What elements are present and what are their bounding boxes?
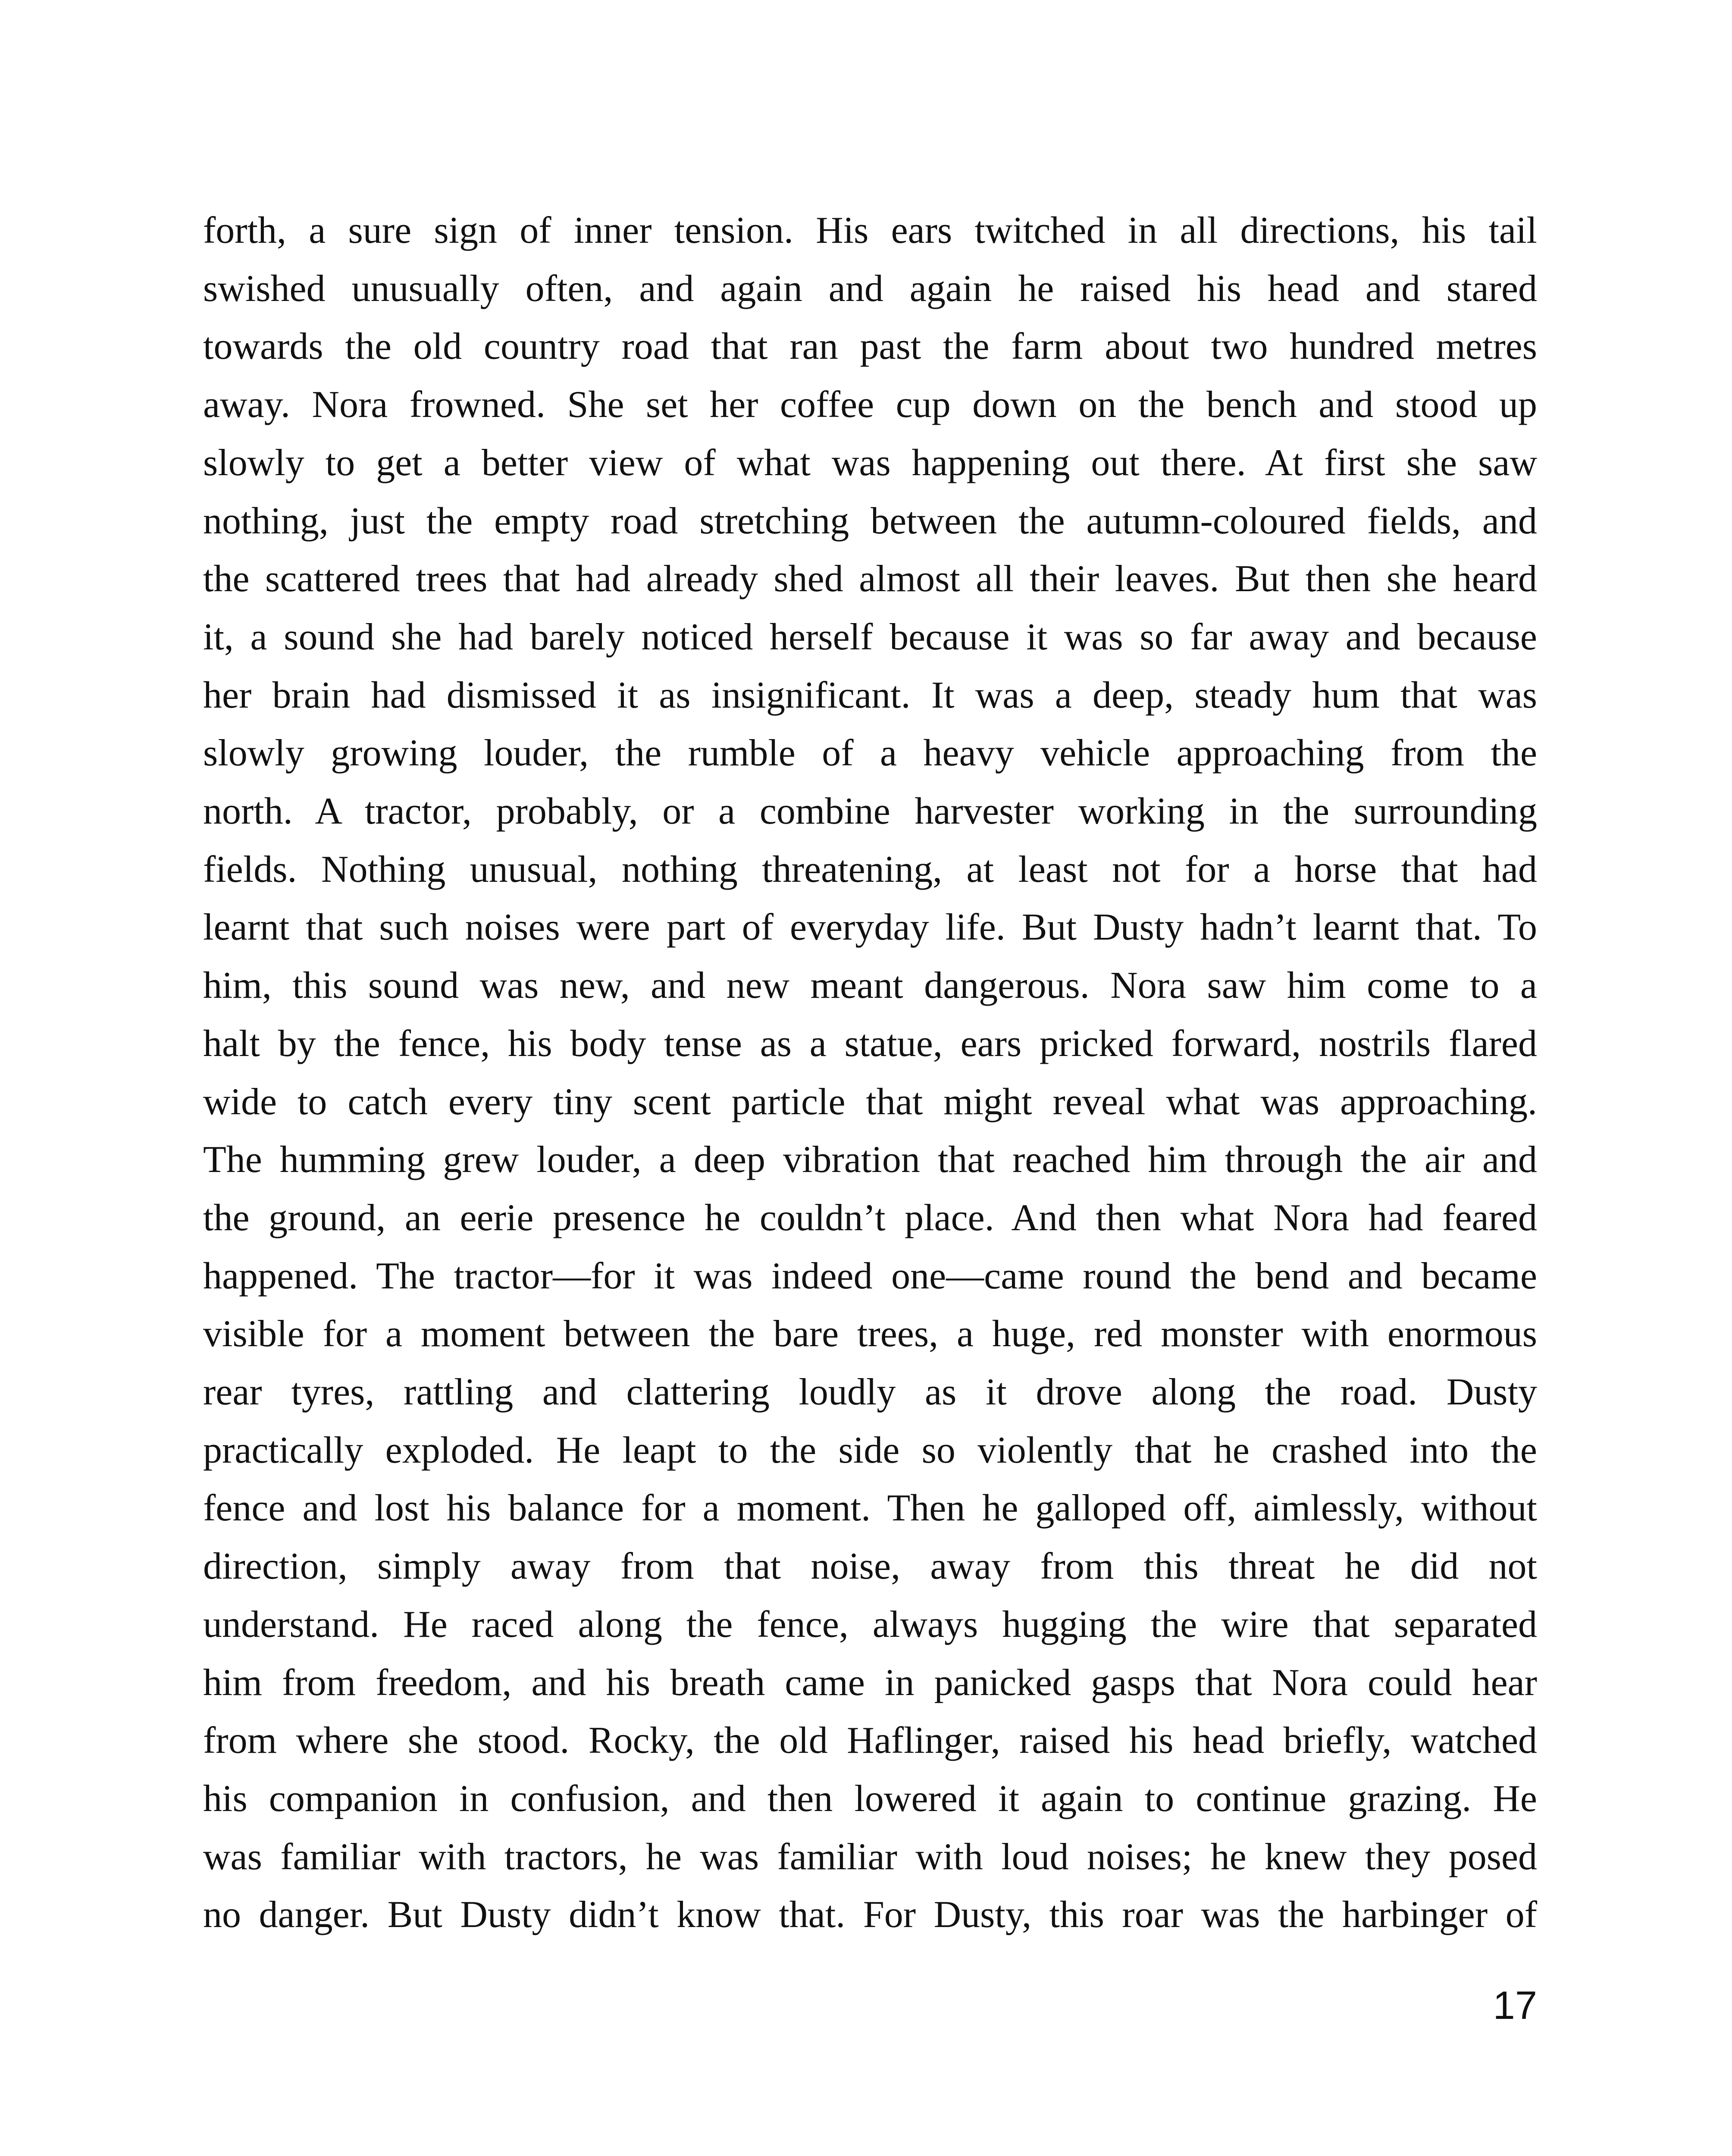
text-line: towards the old country road that ran past the farm about two hundred metres: [203, 326, 1537, 368]
body-paragraph: [203, 202, 1537, 1944]
text-line: his companion in confusion, and then lowered it again to continue grazing. He: [203, 1777, 1537, 1820]
text-line: direction, simply away from that noise, away from this threat he did not: [203, 1545, 1537, 1588]
text-line: slowly growing louder, the rumble of a heavy vehicle approaching from the: [203, 732, 1537, 774]
text-line: rear tyres, rattling and clattering loudly as it drove along the road. Dusty: [203, 1371, 1537, 1413]
text-line: learnt that such noises were part of everyday life. But Dusty hadn’t learnt that. To: [203, 906, 1537, 949]
text-line: happened. The tractor—for it was indeed one—came round the bend and became: [203, 1255, 1537, 1297]
text-line: away. Nora frowned. She set her coffee cup down on the bench and stood up: [203, 384, 1537, 426]
text-line: The humming grew louder, a deep vibration that reached him through the air and: [203, 1139, 1537, 1181]
page-number: 17: [1493, 1984, 1537, 2028]
text-line: understand. He raced along the fence, always hugging the wire that separated: [203, 1603, 1537, 1645]
text-line: no danger. But Dusty didn’t know that. For Dusty, this roar was the harbinger of: [203, 1894, 1537, 1936]
text-line: halt by the fence, his body tense as a statue, ears pricked forward, nostrils flared: [203, 1022, 1537, 1065]
text-line: fields. Nothing unusual, nothing threatening, at least not for a horse that had: [203, 848, 1537, 890]
text-line: slowly to get a better view of what was happening out there. At first she saw: [203, 442, 1537, 484]
text-line: wide to catch every tiny scent particle that might reveal what was approaching.: [203, 1081, 1537, 1123]
text-line: fence and lost his balance for a moment. Then he galloped off, aimlessly, without: [203, 1487, 1537, 1529]
text-line: visible for a moment between the bare trees, a huge, red monster with enormous: [203, 1313, 1537, 1355]
text-line: it, a sound she had barely noticed herself because it was so far away and because: [203, 616, 1537, 658]
text-line: him from freedom, and his breath came in panicked gasps that Nora could hear: [203, 1661, 1537, 1704]
text-line: the ground, an eerie presence he couldn’t place. And then what Nora had feared: [203, 1197, 1537, 1239]
text-line: swished unusually often, and again and again he raised his head and stared: [203, 267, 1537, 310]
text-line: north. A tractor, probably, or a combine harvester working in the surrounding: [203, 790, 1537, 833]
text-line: forth, a sure sign of inner tension. His ears twitched in all directions, his tail: [203, 210, 1537, 251]
text-line: nothing, just the empty road stretching between the autumn-coloured fields, and: [203, 500, 1537, 542]
text-line: practically exploded. He leapt to the side so violently that he crashed into the: [203, 1429, 1537, 1471]
text-line: him, this sound was new, and new meant dangerous. Nora saw him come to a: [203, 965, 1537, 1007]
text-line: her brain had dismissed it as insignificant. It was a deep, steady hum that was: [203, 674, 1537, 716]
text-line: from where she stood. Rocky, the old Haflinger, raised his head briefly, watched: [203, 1720, 1537, 1762]
text-line: the scattered trees that had already shed almost all their leaves. But then she heard: [203, 558, 1537, 600]
text-line: was familiar with tractors, he was familiar with loud noises; he knew they posed: [203, 1836, 1537, 1878]
